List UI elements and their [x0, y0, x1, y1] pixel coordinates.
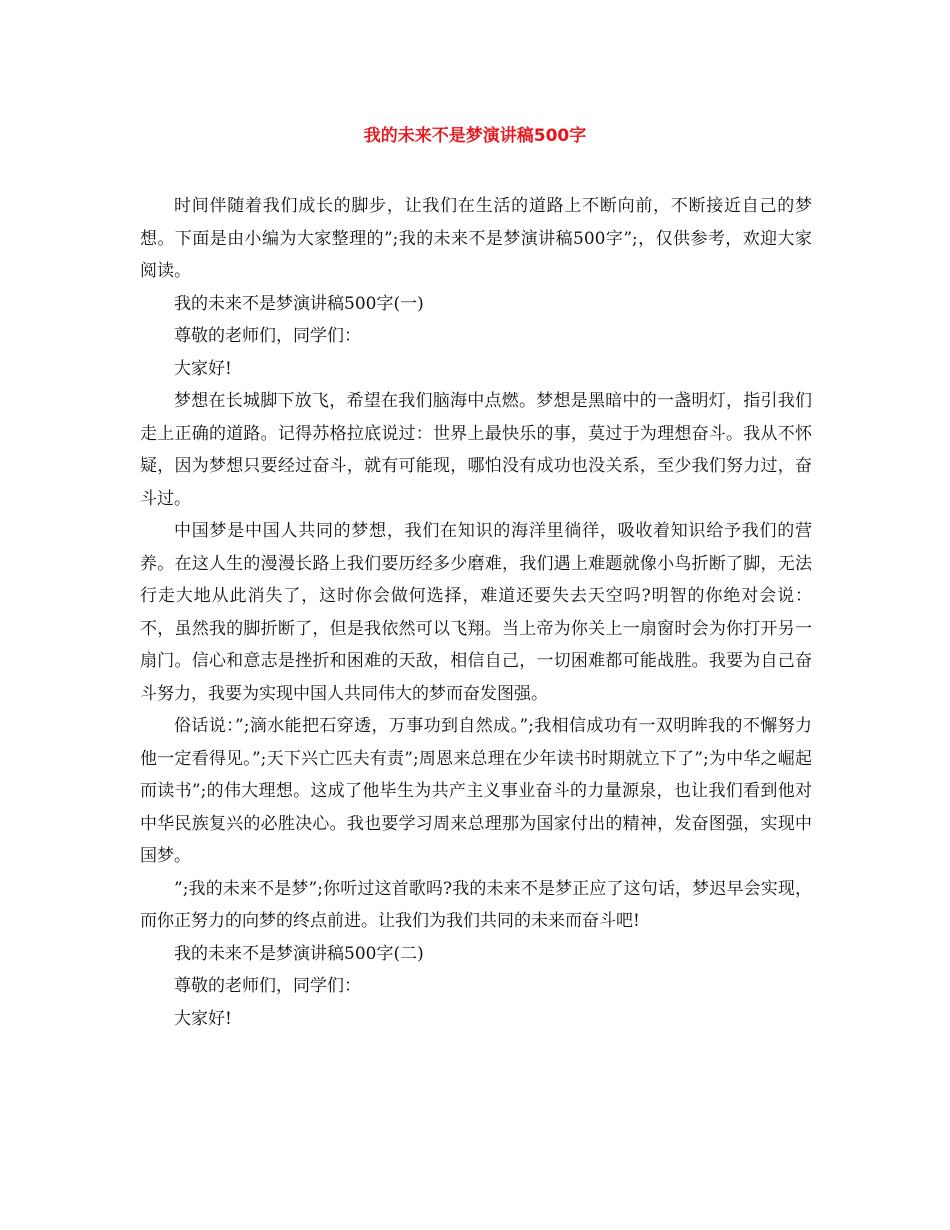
body-paragraph: 俗话说：”;滴水能把石穿透，万事功到自然成。”;我相信成功有一双明眸我的不懈努力他一定看得见。”;天下兴亡匹夫有责”;周恩来总理在少年读书时期就立下了”;为中华之崛起而读书”;的伟大理想。这成了他毕生为共产主义事业奋斗的力量源泉，也让我们看到他对中华民族复兴的必胜决心。我也要学习周来总理那为国家付出的精神，发奋图强，实现中国梦。 [140, 716, 812, 866]
greeting: 大家好! [174, 358, 232, 379]
document-title: 我的未来不是梦演讲稿500字 [363, 126, 587, 146]
section-heading-one: 我的未来不是梦演讲稿500字(一) [174, 293, 424, 314]
body-paragraph: 梦想在长城脚下放飞，希望在我们脑海中点燃。梦想是黑暗中的一盏明灯，指引我们走上正确的道路。记得苏格拉底说过：世界上最快乐的事，莫过于为理想奋斗。我从不怀疑，因为梦想只要经过奋斗，就有可能现，哪怕没有成功也没关系，至少我们努力过，奋斗过。 [140, 391, 812, 509]
document-body [140, 190, 812, 1035]
salutation: 尊敬的老师们，同学们： [174, 326, 361, 346]
body-paragraph: 中国梦是中国人共同的梦想，我们在知识的海洋里徜徉，吸收着知识给予我们的营养。在这人生的漫漫长路上我们要历经多少磨难，我们遇上难题就像小鸟折断了脚，无法行走大地从此消失了，这时你会做何选择，难道还要失去天空吗?明智的你绝对会说：不，虽然我的脚折断了，但是我依然可以飞翔。当上帝为你关上一扇窗时会为你打开另一扇门。信心和意志是挫折和困难的天敌，相信自己，一切困难都可能战胜。我要为自己奋斗努力，我要为实现中国人共同伟大的梦而奋发图强。 [140, 521, 812, 704]
salutation: 尊敬的老师们，同学们： [174, 976, 361, 996]
greeting: 大家好! [174, 1008, 232, 1029]
section-heading-two: 我的未来不是梦演讲稿500字(二) [174, 943, 424, 964]
intro-paragraph: 时间伴随着我们成长的脚步，让我们在生活的道路上不断向前，不断接近自己的梦想。下面是由小编为大家整理的”;我的未来不是梦演讲稿500字”;，仅供参考，欢迎大家阅读。 [140, 196, 812, 281]
body-paragraph: ”;我的未来不是梦”;你听过这首歌吗?我的未来不是梦正应了这句话，梦迟早会实现，而你正努力的向梦的终点前进。让我们为我们共同的未来而奋斗吧! [140, 878, 812, 931]
